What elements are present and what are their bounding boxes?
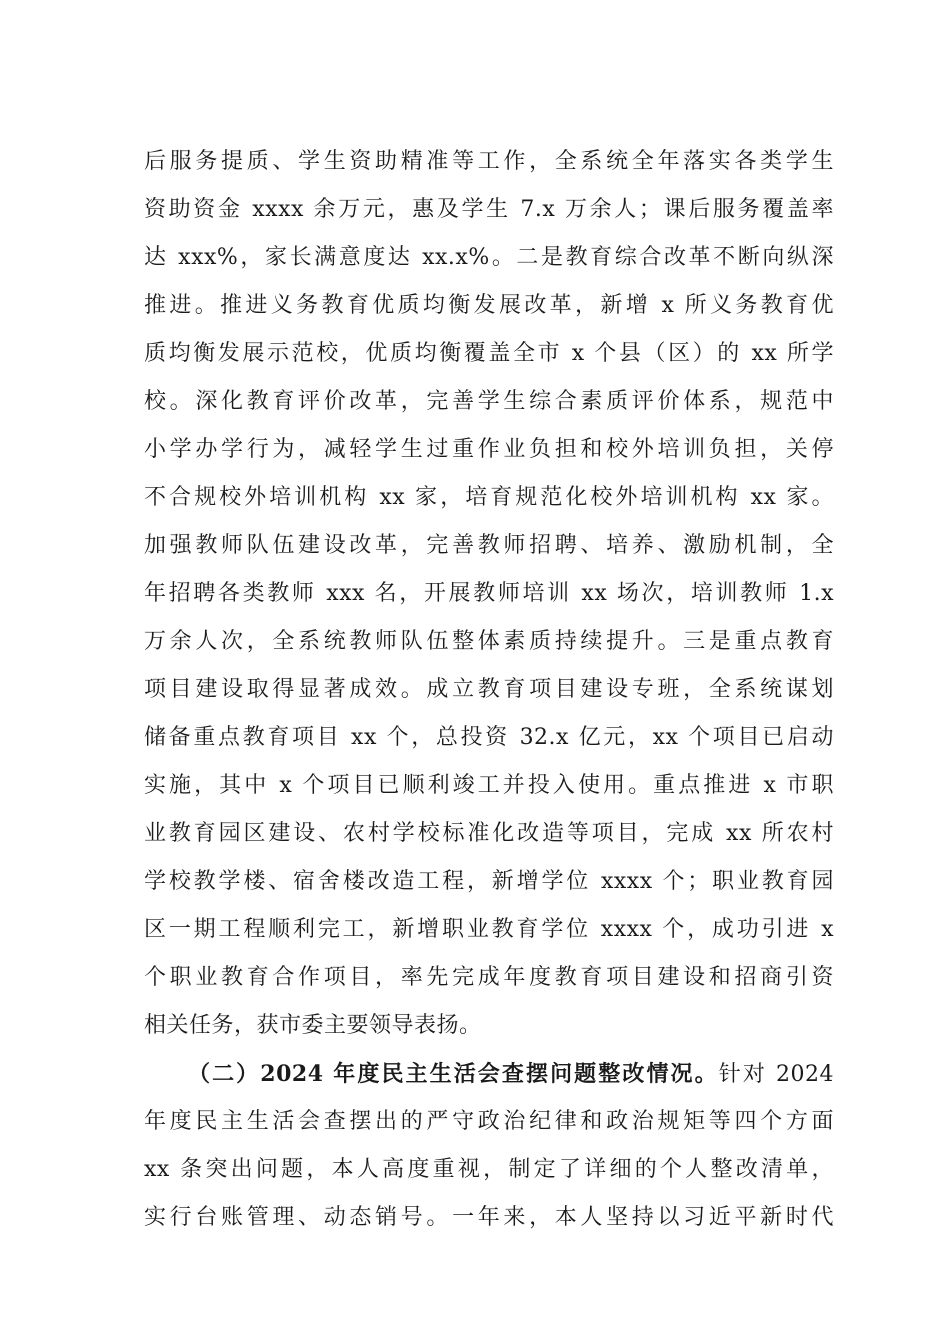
text-line: 个职业教育合作项目，率先完成年度教育项目建设和招商引资	[144, 965, 834, 990]
text-line: 实行台账管理、动态销号。一年来，本人坚持以习近平新时代	[144, 1205, 834, 1230]
text-line: 不合规校外培训机构 xx 家，培育规范化校外培训机构 xx 家。	[144, 485, 834, 510]
text-span: 针对 2024	[718, 1062, 834, 1087]
paragraph-2	[144, 1050, 834, 1242]
text-line: 资助资金 xxxx 余万元，惠及学生 7.x 万余人；课后服务覆盖率	[144, 197, 834, 222]
text-line: 校。深化教育评价改革，完善学生综合素质评价体系，规范中	[144, 389, 834, 414]
text-line: 年招聘各类教师 xxx 名，开展教师培训 xx 场次，培训教师 1.x	[144, 581, 834, 606]
text-line: 实施，其中 x 个项目已顺利竣工并投入使用。重点推进 x 市职	[144, 773, 834, 798]
text-line: 小学办学行为，减轻学生过重作业负担和校外培训负担，关停	[144, 437, 834, 462]
text-line: 年度民主生活会查摆出的严守政治纪律和政治规矩等四个方面	[144, 1109, 834, 1134]
text-line: 推进。推进义务教育优质均衡发展改革，新增 x 所义务教育优	[144, 293, 834, 318]
text-line: 质均衡发展示范校，优质均衡覆盖全市 x 个县（区）的 xx 所学	[144, 341, 834, 366]
text-line: 项目建设取得显著成效。成立教育项目建设专班，全系统谋划	[144, 677, 834, 702]
text-line: 达 xxx%，家长满意度达 xx.x%。二是教育综合改革不断向纵深	[144, 245, 834, 270]
text-line: 加强教师队伍建设改革，完善教师招聘、培养、激励机制，全	[144, 533, 834, 558]
text-line: 学校教学楼、宿舍楼改造工程，新增学位 xxxx 个；职业教育园	[144, 869, 834, 894]
text-line: 区一期工程顺利完工，新增职业教育学位 xxxx 个，成功引进 x	[144, 917, 834, 942]
text-line: xx 条突出问题，本人高度重视，制定了详细的个人整改清单，	[144, 1157, 834, 1182]
text-line: 相关任务，获市委主要领导表扬。	[144, 1013, 482, 1038]
section-heading: （二）2024 年度民主生活会查摆问题整改情况。	[188, 1061, 719, 1087]
text-line: 业教育园区建设、农村学校标准化改造等项目，完成 xx 所农村	[144, 821, 834, 846]
paragraph-1	[144, 138, 834, 1050]
section-heading-line	[144, 1050, 834, 1098]
text-line: 后服务提质、学生资助精准等工作，全系统全年落实各类学生	[144, 149, 834, 174]
document-body	[144, 138, 834, 1242]
text-line: 储备重点教育项目 xx 个，总投资 32.x 亿元，xx 个项目已启动	[144, 725, 834, 750]
text-line: 万余人次，全系统教师队伍整体素质持续提升。三是重点教育	[144, 629, 834, 654]
